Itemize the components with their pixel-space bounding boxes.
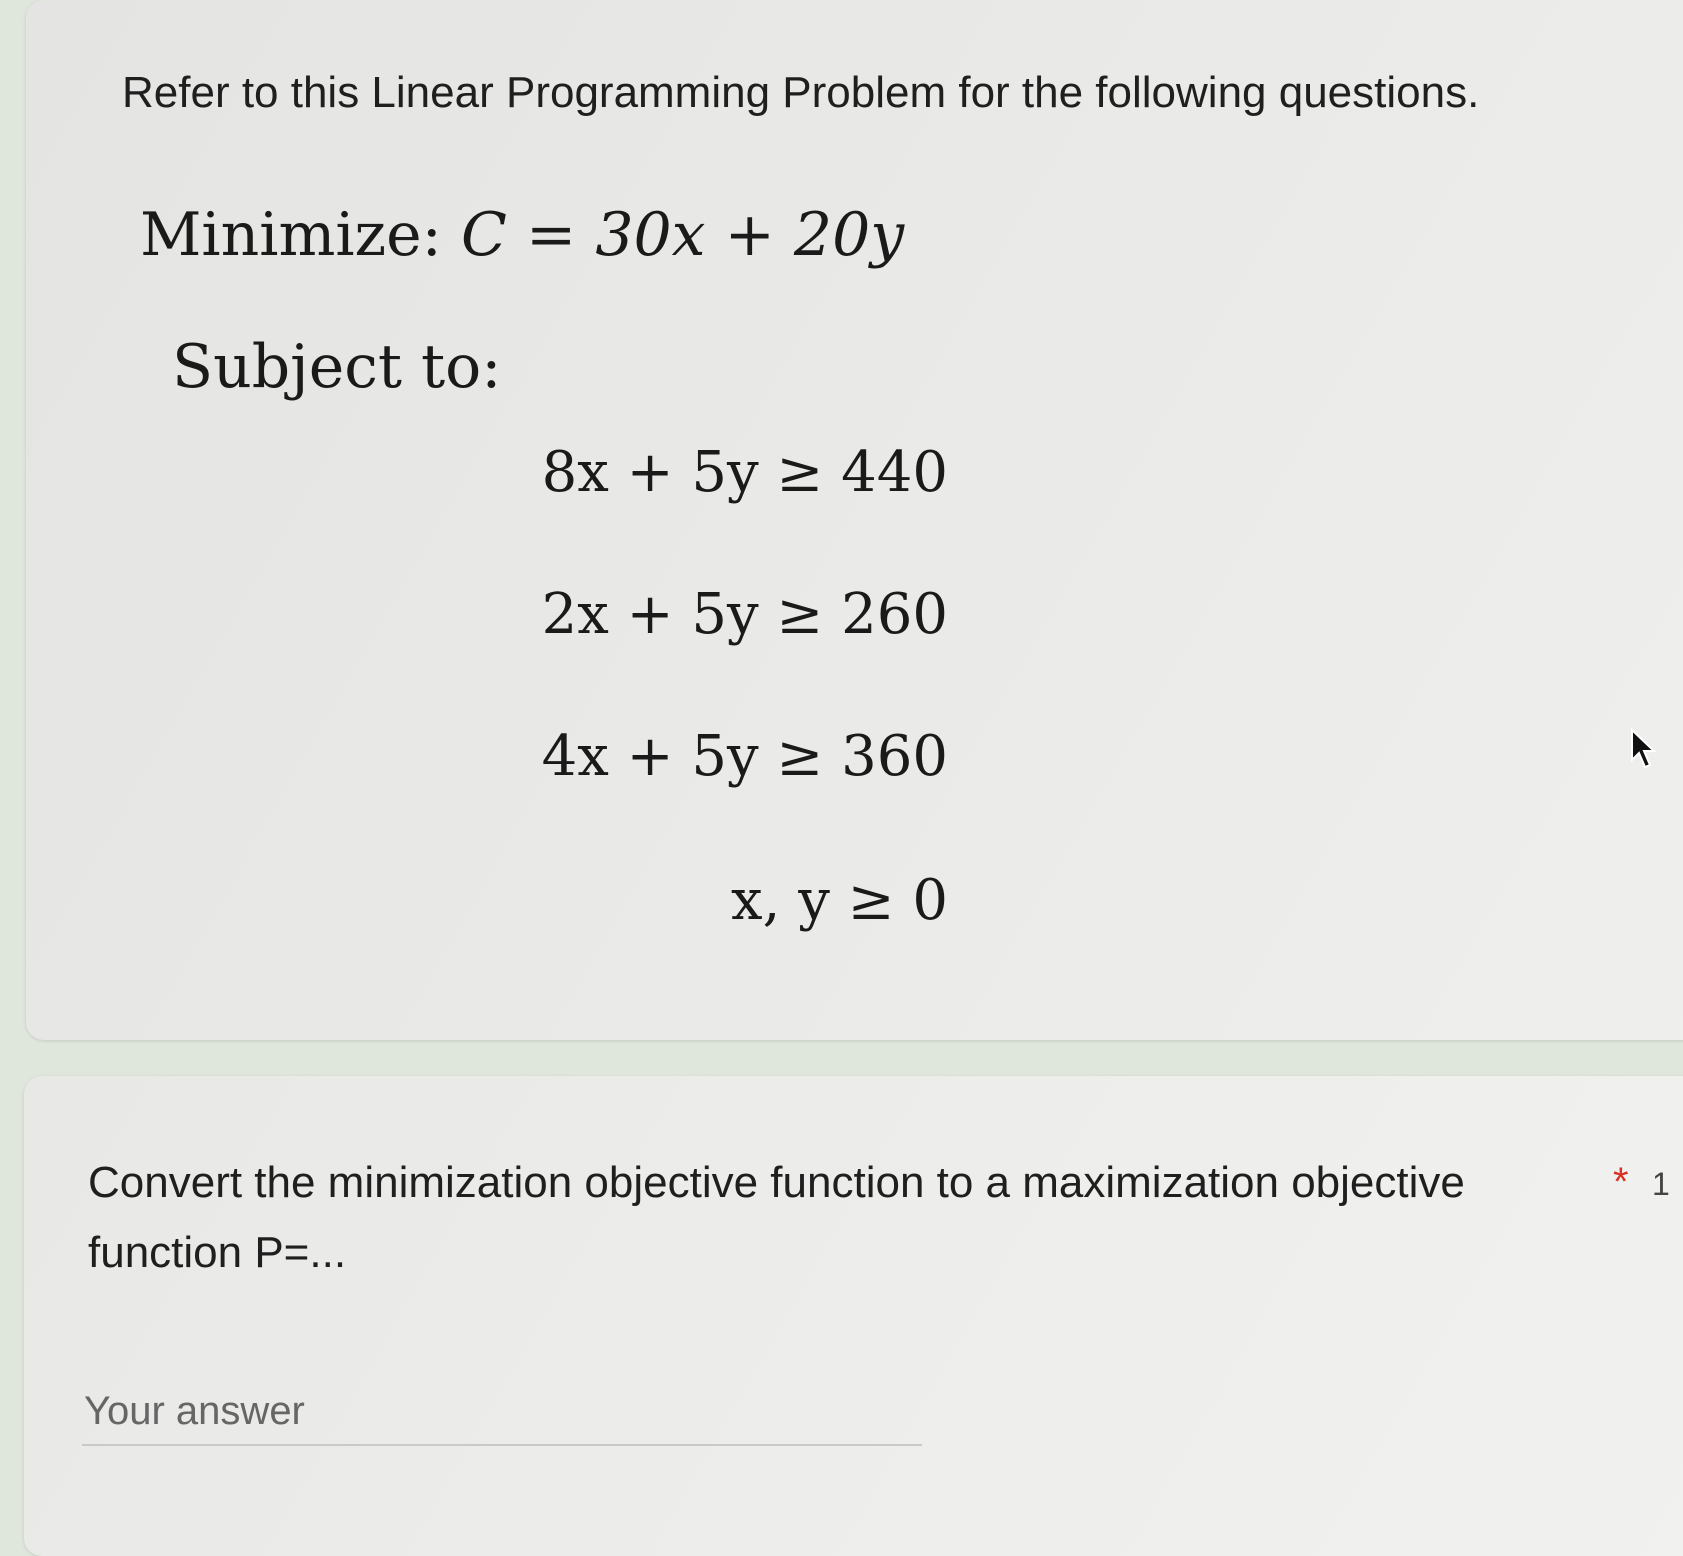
subject-to-label: Subject to: [172,332,502,402]
objective-expression: 30x + 20y [595,200,905,270]
objective-label: Minimize: [140,200,442,270]
problem-intro: Refer to this Linear Programming Problem for the following questions. [122,68,1480,117]
question-text: Convert the minimization objective function to a maximization objective function P=... [88,1158,1465,1277]
constraint: 4x + 5y ≥ 360 [541,724,948,789]
objective-variable: C [460,200,507,270]
objective-equals: = [525,200,577,270]
non-negativity-constraint: x, y ≥ 0 [731,868,948,933]
objective-function [140,200,904,270]
answer-input[interactable] [82,1378,922,1446]
constraint: 2x + 5y ≥ 260 [541,582,948,647]
question-points: 1 [1652,1166,1670,1202]
required-asterisk: * [1613,1160,1629,1204]
constraint: 8x + 5y ≥ 440 [541,440,948,505]
mouse-pointer-icon [1630,728,1660,770]
